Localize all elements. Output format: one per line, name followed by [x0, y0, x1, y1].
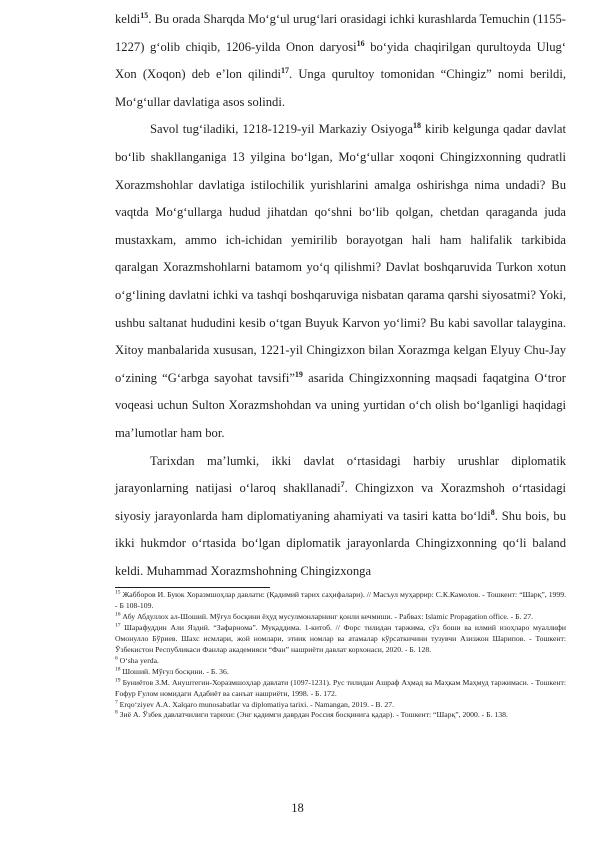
footnote-text: Зиё А. Ўзбек давлатчилиги тарихи: (Энг қадимги даврдан Россия босқинига қадар). - Тошкент: “Шарқ”, 2000. - Б. 138. — [117, 710, 508, 720]
text-run: keldi — [115, 12, 141, 26]
footnote-text: Буниётов З.М. Ануштегин-Хоразмшоҳлар давлати (1097-1231). Рус тилидан Ашраф Аҳмад ва Маҳкам Маҳмуд таржимаси. - Тошкент: Ғофур Ғулом номидаги Адабиёт ва санъат нашриёти, 1998. - Б. 172. — [115, 677, 566, 698]
footnote-reference[interactable]: 17 — [281, 66, 289, 75]
footnote-number: 8 — [115, 709, 118, 716]
footnote — [115, 612, 566, 623]
footnote-reference[interactable]: 15 — [140, 10, 149, 20]
footnote — [115, 667, 566, 678]
footnote-number: 7 — [115, 698, 118, 705]
footnote — [115, 623, 566, 656]
page-number: 18 — [291, 801, 304, 815]
text-run: asarida Chingizxonning maqsadi faqatgina O‘tror voqeasi uchun Sulton Xorazmshohdan va uning yurtidan o‘ch olish bo‘lganligi haqidagi ma’lumotlar ham bor. — [115, 370, 566, 440]
footnote-reference[interactable]: 8 — [490, 507, 495, 517]
footnote-text: Абу Абдуллох ал-Шоший. Мўғул босқини ёҳуд мусулмонларнинг қонли кечмиши. - Рабвах: Islamic Propagation office. - Б. 27. — [120, 612, 533, 622]
text-run: . Chingizxon va Xorazmshoh o‘rtasidagi siyosiy jarayonlarda ham diplomatiyaning ahamiyati va tasiri katta bo‘ldi — [115, 481, 566, 523]
footnote-text: O‘sha yerda. — [117, 655, 159, 665]
text-run: Savol tug‘iladiki, 1218-1219-yil Markaziy Osiyoga — [150, 122, 413, 137]
footnote-number: 6 — [115, 655, 118, 662]
paragraph-3 — [115, 448, 566, 586]
footnote — [115, 590, 566, 612]
text-run: . Shu bois, bu ikki hukmdor o‘rtasida bo‘lgan diplomatik jarayonlarda Chingizxonning qo‘li baland keldi. Muhammad Xorazmshohning Chingizxonga — [115, 508, 566, 578]
paragraph-2 — [115, 116, 566, 447]
footnote — [115, 710, 566, 721]
text-run: . Bu orada Sharqda Mo‘g‘ul urug‘lari orasidagi ichki kurashlarda Temuchin (1155-1227) g‘olib chiqib, 1206-yilda Onon daryosi — [115, 12, 566, 54]
footnote-separator — [115, 587, 270, 588]
footnote-number: 18 — [115, 666, 121, 673]
footnotes — [115, 590, 566, 721]
footnote-text: Шоший. Мўғул босқини. - Б. 36. — [120, 666, 229, 676]
footnote — [115, 656, 566, 667]
footnote-text: Шарафуддин Али Яздий. “Зафарнома”. Муқаддима. 1-китоб. // Форс тилидан таржима, сўз боши ва илмий изоҳларо муаллифи Омонулло Бўриев. Шахс исмлари, жой номлари, этник номлар ва атамалар кўрсаткичини тузувчи Азизжон Шарипов. - Тошкент: Ўзбекистон Республикаси Фанлар академияси “Фан” нашриёти давлат корхонаси, 2020. - Б. 128. — [115, 623, 566, 654]
footnote-text: Erqo‘ziyev A.A. Xalqaro munosabatlar va diplomatiya tarixi. - Namangan, 2019. - B. 27. — [117, 699, 395, 709]
text-run: . Unga qurultoy tomonidan “Chingiz” nomi berildi, Mo‘g‘ullar davlatiga asos solindi. — [115, 67, 566, 109]
footnote-number: 16 — [115, 611, 121, 618]
footnote-number: 15 — [115, 589, 121, 596]
footnote-number: 19 — [115, 677, 121, 684]
body-text — [115, 6, 566, 585]
paragraph-1 — [115, 6, 566, 116]
footnote-reference[interactable]: 19 — [294, 369, 303, 379]
footnote — [115, 678, 566, 700]
document-page — [115, 6, 566, 721]
text-run: bo‘yida chaqirilgan qurultoyda Ulug‘ Xon (Xoqon) deb e’lon qilindi — [115, 39, 566, 82]
footnote — [115, 700, 566, 711]
footnote-number: 17 — [115, 622, 121, 629]
footnote-text: Жабборов И. Буюк Хоразмшоҳлар давлати: (Қадимий тарих саҳифалари). // Масъул муҳаррир: С.К.Камолов. - Тошкент: “Шарқ”, 1999. - Б 108-109. — [115, 590, 566, 611]
footnote-reference[interactable]: 16 — [356, 38, 365, 48]
footnote-reference[interactable]: 18 — [412, 121, 421, 131]
text-run: Tarixdan ma’lumki, ikki davlat o‘rtasidagi harbiy urushlar diplomatik jarayonlarning natijasi o‘laroq shakllanadi — [115, 453, 566, 496]
footnote-reference[interactable]: 7 — [340, 479, 345, 489]
text-run: kirib kelgunga qadar davlat bo‘lib shakllanganiga 13 yilgina bo‘lgan, Mo‘g‘ullar xoqoni Chingizxonning qudratli Xorazmshohlar davlatiga istilochilik yurishlarini amalga oshirishga nima undadi? Bu vaqtda Mo‘g‘ullarga hudud jihatdan qo‘shni bo‘lib qolgan, chetdan qaraganda juda mustaxkam, ammo ich-ichidan yemirilib borayotgan hali ham halifalik tarkibida qaralgan Xorazmshohlarni batamom yo‘q qilishmi? Davlat boshqaruvida Turkon xotun o‘g‘lining davlatni ichki va tashqi boshqaruviga nisbatan qarama qarshi siyosatmi? Yoki, ushbu saltanat hududini kesib o‘tgan Buyuk Karvon yo‘limi? Bu kabi savollar talaygina. Xitoy manbalarida xususan, 1221-yil Chingizxon bilan Xorazmga kelgan Elyuy Chu-Jay o‘zining “G‘arbga sayohat tavsifi” — [115, 122, 566, 385]
